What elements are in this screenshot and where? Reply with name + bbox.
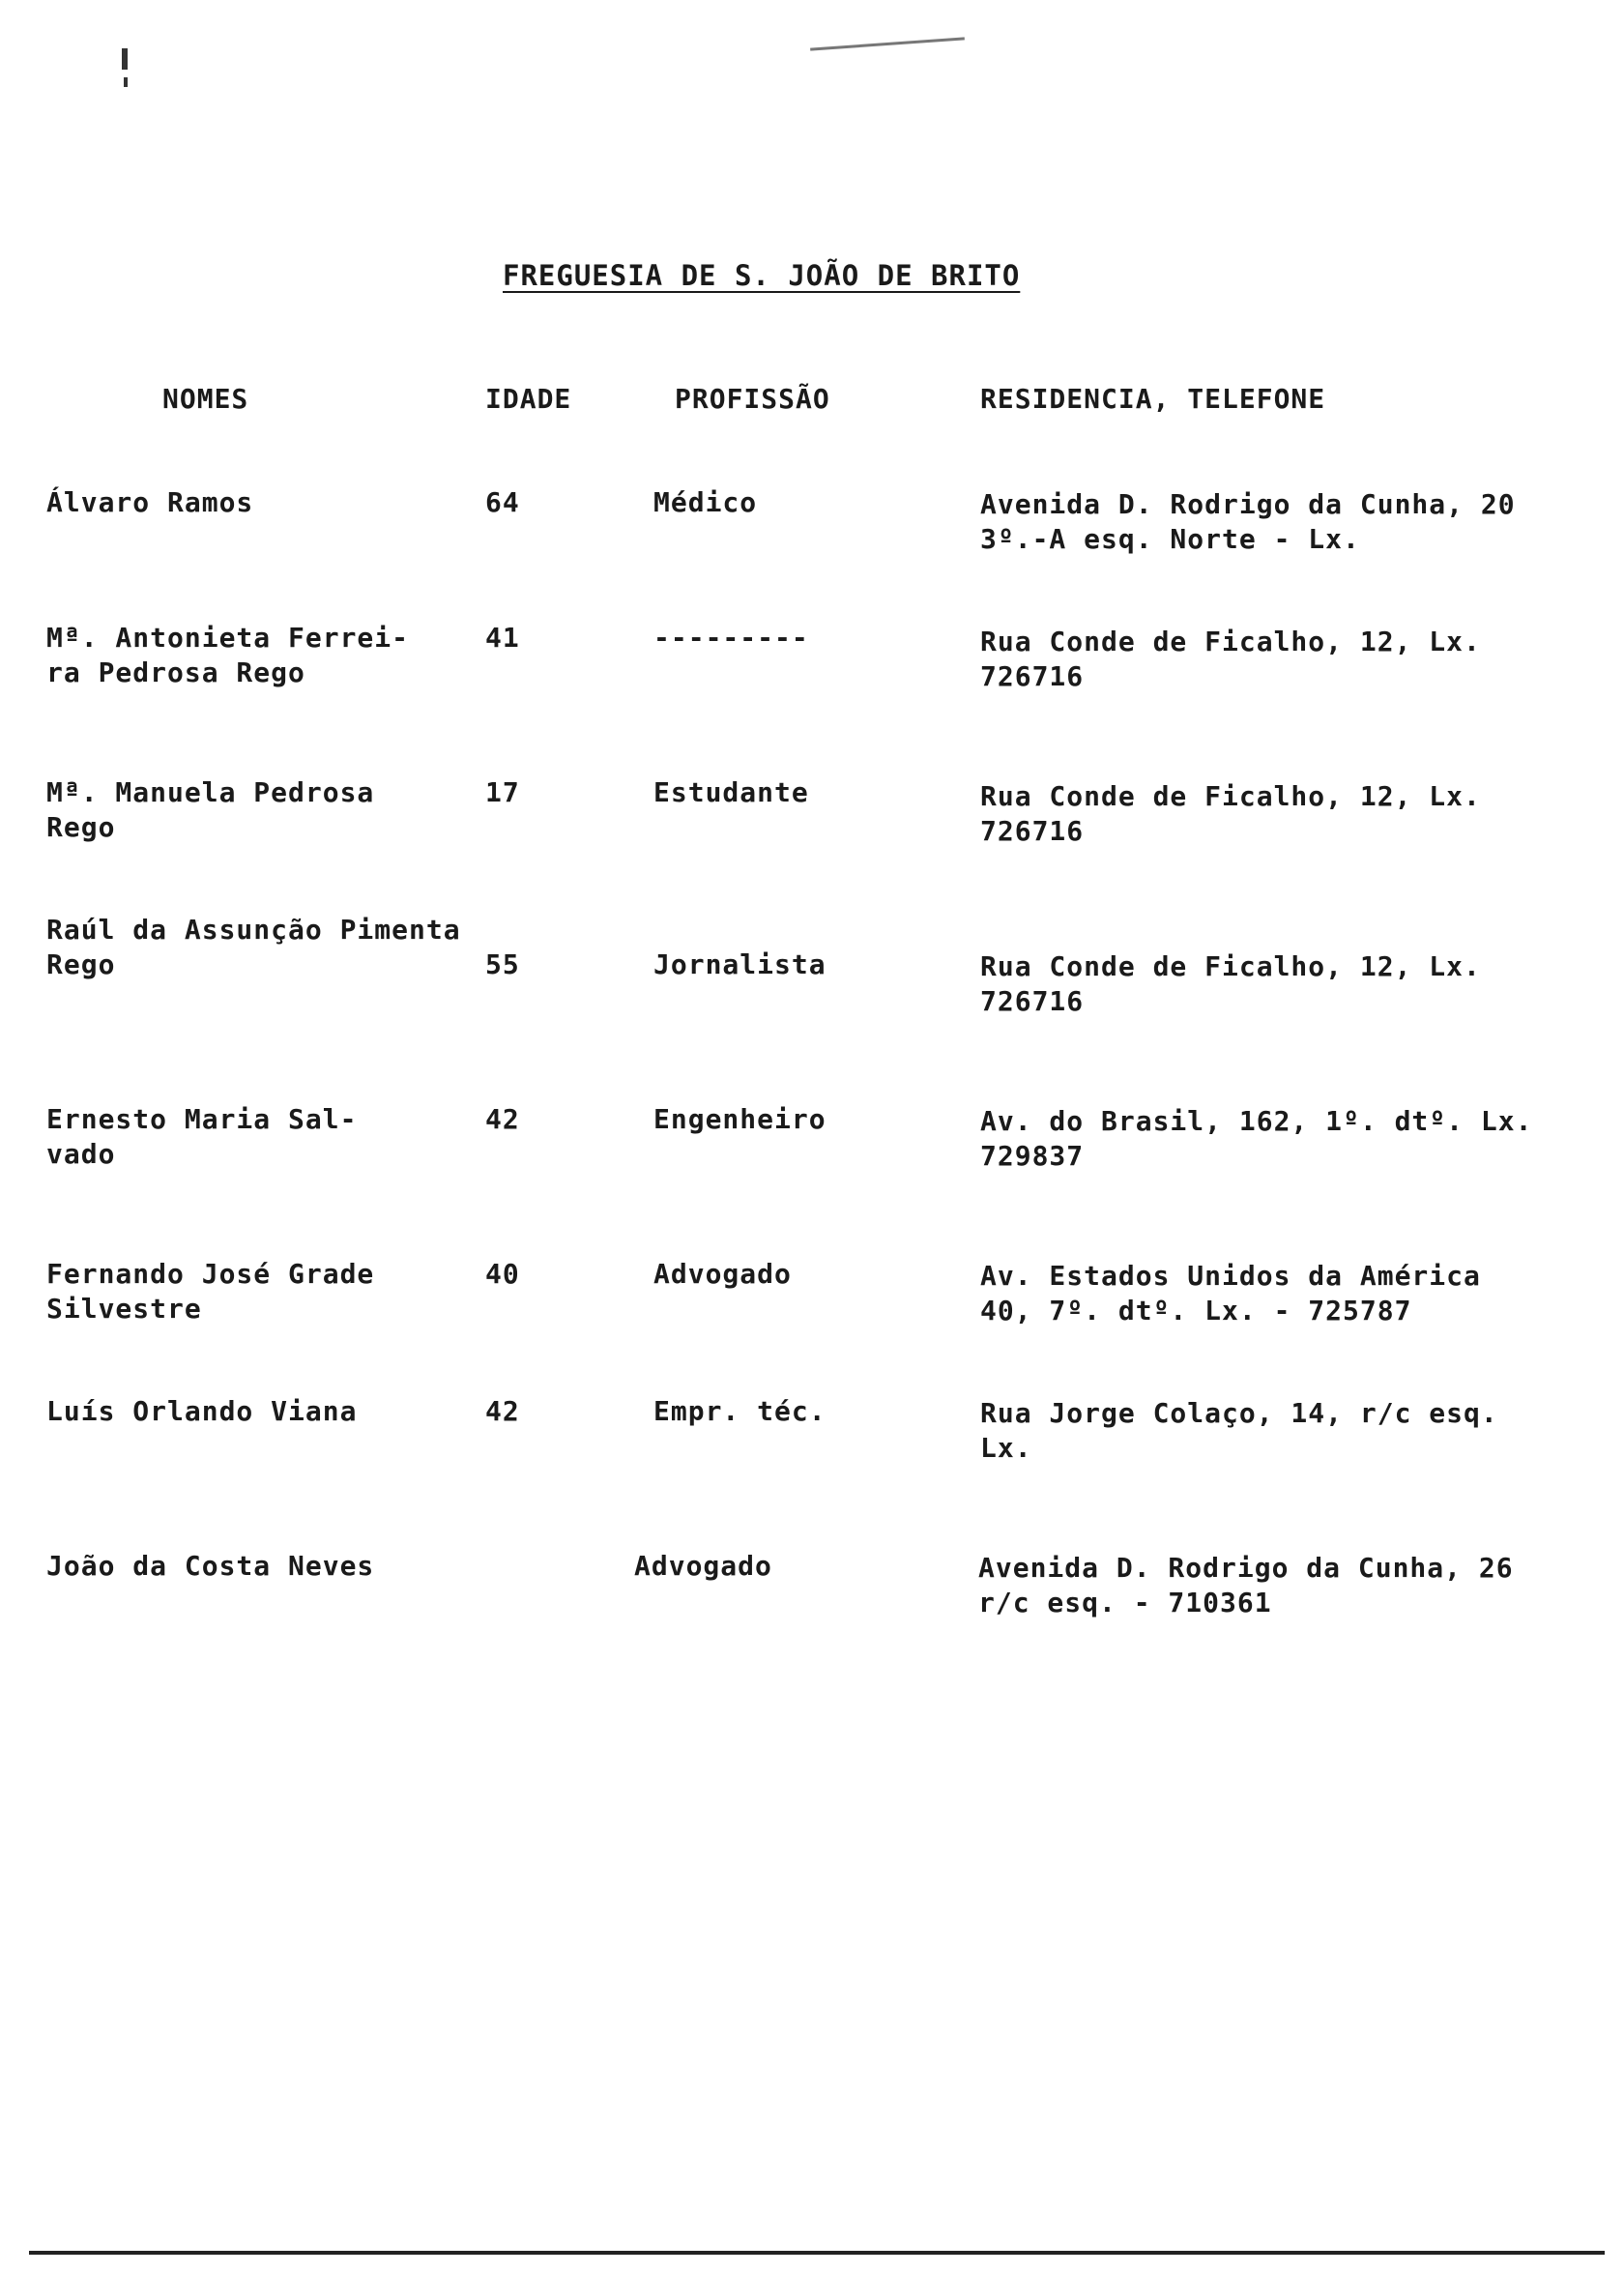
row-nome-line: Mª. Manuela Pedrosa [46,776,375,808]
row-nome-line: ra Pedrosa Rego [46,656,305,688]
row-residencia-line: 3º.-A esq. Norte - Lx. [980,523,1360,555]
row-nome-line: Raúl da Assunção Pimenta [46,914,461,946]
header-idade: IDADE [485,383,572,415]
row-residencia-line: Av. do Brasil, 162, 1º. dtº. Lx. [980,1105,1533,1137]
scan-speck [122,48,128,70]
row-idade: 17 [485,776,520,808]
row-residencia-line: Avenida D. Rodrigo da Cunha, 26 [978,1552,1514,1584]
row-nome-line: Fernando José Grade [46,1258,375,1290]
row-idade: 42 [485,1395,520,1427]
row-nome-line: Silvestre [46,1293,202,1325]
row-profissao: Empr. téc. [653,1395,826,1427]
row-profissao: --------- [653,622,809,654]
row-residencia-line: Rua Jorge Colaço, 14, r/c esq. [980,1397,1498,1429]
row-residencia-line: 40, 7º. dtº. Lx. - 725787 [980,1295,1412,1326]
row-residencia-line: Rua Conde de Ficalho, 12, Lx. [980,950,1481,982]
row-idade: 41 [485,622,520,654]
header-residencia: RESIDENCIA, TELEFONE [980,383,1326,415]
row-residencia-line: Av. Estados Unidos da América [980,1260,1481,1292]
row-nome-line: vado [46,1138,116,1170]
header-profissao: PROFISSÃO [675,383,830,415]
row-nome-line: Rego [46,811,116,843]
row-residencia-line: Rua Conde de Ficalho, 12, Lx. [980,626,1481,657]
bottom-rule [29,2251,1605,2255]
row-idade: 64 [485,486,520,518]
row-profissao: Advogado [653,1258,792,1290]
row-nome-line: Mª. Antonieta Ferrei- [46,622,410,654]
row-residencia-line: 726716 [980,985,1085,1017]
scan-smudge [810,37,965,50]
row-nome-line: João da Costa Neves [46,1550,375,1582]
row-residencia-line: r/c esq. - 710361 [978,1587,1272,1618]
row-profissao: Médico [653,486,758,518]
row-residencia-line: Rua Conde de Ficalho, 12, Lx. [980,780,1481,812]
document-title: FREGUESIA DE S. JOÃO DE BRITO [503,259,1021,292]
scan-speck [124,77,128,87]
row-nome-line: Rego [46,948,116,980]
row-residencia-line: 726716 [980,660,1085,692]
row-profissao: Engenheiro [653,1103,826,1135]
row-profissao: Advogado [634,1550,772,1582]
row-idade: 55 [485,948,520,980]
row-nome-line: Álvaro Ramos [46,486,254,518]
row-nome-line: Luís Orlando Viana [46,1395,358,1427]
row-residencia-line: Lx. [980,1432,1032,1464]
row-residencia-line: 726716 [980,815,1085,847]
row-idade: 42 [485,1103,520,1135]
row-profissao: Jornalista [653,948,826,980]
row-profissao: Estudante [653,776,809,808]
row-residencia-line: 729837 [980,1140,1085,1172]
header-nomes: NOMES [162,383,249,415]
row-idade: 40 [485,1258,520,1290]
row-residencia-line: Avenida D. Rodrigo da Cunha, 20 [980,488,1516,520]
row-nome-line: Ernesto Maria Sal- [46,1103,358,1135]
